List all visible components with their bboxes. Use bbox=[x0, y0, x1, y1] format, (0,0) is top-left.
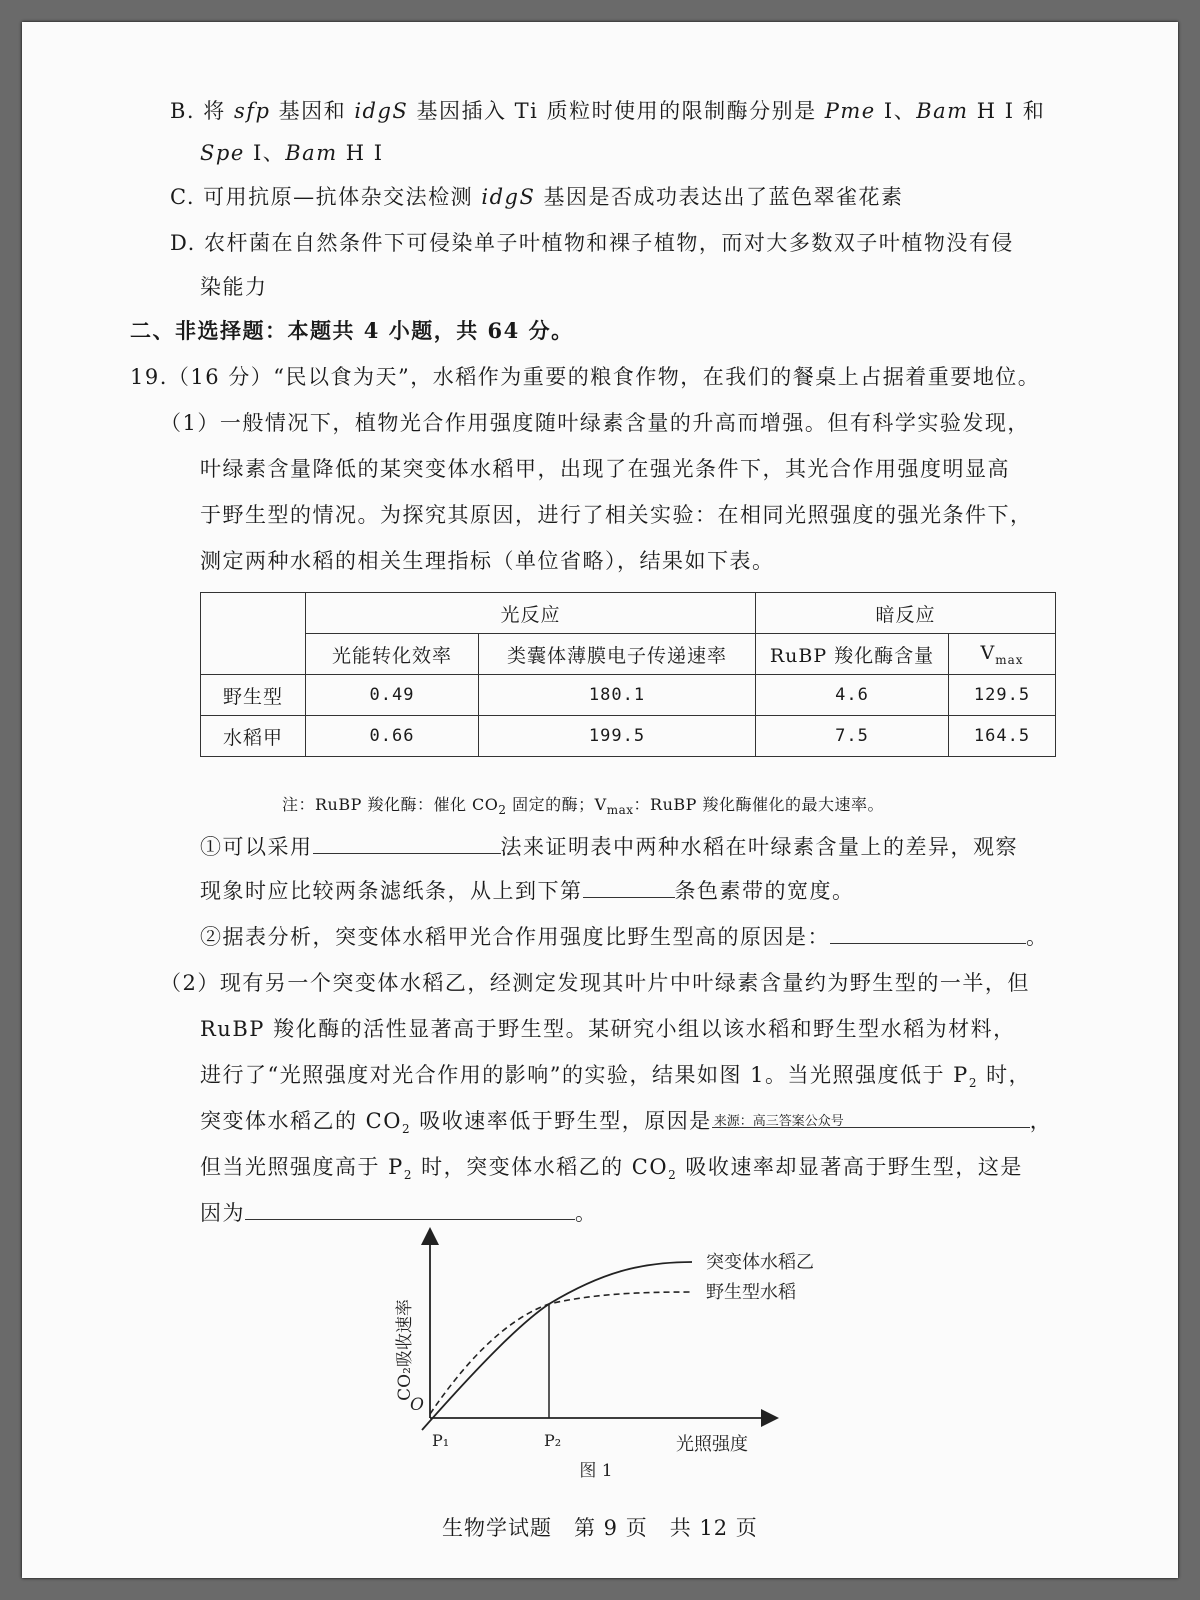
option-b-line1: B. 将 sfp 基因和 idgS 基因插入 Ti 质粒时使用的限制酶分别是 Pme Ⅰ、Bam H Ⅰ 和 bbox=[170, 99, 1046, 123]
col-light-efficiency: 光能转化效率 bbox=[306, 634, 479, 675]
col-vmax: $V_{max}$ bbox=[949, 634, 1056, 675]
subq1-line2: 现象时应比较两条滤纸条，从上到下第 条色素带的宽度。 bbox=[200, 879, 855, 903]
p2-label: P₂ bbox=[544, 1431, 562, 1450]
col-rubp-content: RuBP 羧化酶含量 bbox=[756, 634, 949, 675]
table-cell: 4.6 bbox=[756, 675, 949, 716]
table-cell: 180.1 bbox=[479, 675, 756, 716]
subq2-line: ②据表分析，突变体水稻甲光合作用强度比野生型高的原因是： 。 bbox=[200, 925, 1049, 949]
option-b-line2: Spe Ⅰ、Bam H Ⅰ bbox=[200, 141, 384, 165]
section-heading: 二、非选择题：本题共 4 小题，共 64 分。 bbox=[130, 318, 574, 343]
answer-blank[interactable] bbox=[712, 1109, 1030, 1128]
q19-p2-line1: （2）现有另一个突变体水稻乙，经测定发现其叶片中叶绿素含量约为野生型的一半，但 bbox=[160, 971, 1030, 995]
option-d-line1: D. 农杆菌在自然条件下可侵染单子叶植物和裸子植物，而对大多数双子叶植物没有侵 bbox=[170, 231, 1014, 255]
q19-p2-line6: 因为 。 bbox=[200, 1201, 598, 1225]
table-cell: 0.49 bbox=[306, 675, 479, 716]
q19-p2-line2: RuBP 羧化酶的活性显著高于野生型。某研究小组以该水稻和野生型水稻为材料， bbox=[200, 1017, 1016, 1041]
row-label: 水稻甲 bbox=[201, 716, 306, 757]
origin-label: O bbox=[410, 1395, 424, 1415]
wild-type-curve bbox=[430, 1292, 692, 1414]
page-footer: 生物学试题 第 9 页 共 12 页 bbox=[442, 1516, 758, 1540]
option-c: C. 可用抗原—抗体杂交法检测 idgS 基因是否成功表达出了蓝色翠雀花素 bbox=[170, 185, 904, 209]
group-dark-reaction: 暗反应 bbox=[756, 593, 1056, 634]
q19-intro: 19.（16 分）“民以食为天”，水稻作为重要的粮食作物，在我们的餐桌上占据着重要地位。 bbox=[130, 365, 1041, 389]
table-cell: 0.66 bbox=[306, 716, 479, 757]
table-corner bbox=[201, 593, 306, 675]
wild-type-legend: 野生型水稻 bbox=[706, 1282, 796, 1303]
table-cell: 199.5 bbox=[479, 716, 756, 757]
x-axis-label: 光照强度 bbox=[676, 1434, 748, 1455]
answer-blank[interactable] bbox=[245, 1201, 575, 1220]
results-table bbox=[200, 592, 1056, 757]
q19-p1-line3: 于野生型的情况。为探究其原因，进行了相关实验：在相同光照强度的强光条件下， bbox=[200, 503, 1033, 527]
table-cell: 164.5 bbox=[949, 716, 1056, 757]
q19-p2-line3: 进行了“光照强度对光合作用的影响”的实验，结果如图 1。当光照强度低于 $P_2$ 时， bbox=[200, 1063, 1032, 1091]
row-label: 野生型 bbox=[201, 675, 306, 716]
col-electron-transport: 类囊体薄膜电子传递速率 bbox=[479, 634, 756, 675]
answer-blank[interactable] bbox=[313, 835, 501, 854]
answer-blank[interactable] bbox=[830, 925, 1026, 944]
table-row bbox=[201, 675, 1056, 716]
figure-1 bbox=[372, 1222, 832, 1482]
watermark-text: 来源：高三答案公众号 bbox=[713, 1114, 844, 1129]
table-note: 注：RuBP 羧化酶：催化 $CO_2$ 固定的酶；$V_{max}$：RuBP 羧化酶催化的最大速率。 bbox=[282, 795, 884, 818]
table-cell: 129.5 bbox=[949, 675, 1056, 716]
subq1-line1: ①可以采用 法来证明表中两种水稻在叶绿素含量上的差异，观察 bbox=[200, 835, 1018, 859]
mutant-curve bbox=[422, 1262, 692, 1430]
q19-p1-line4: 测定两种水稻的相关生理指标（单位省略），结果如下表。 bbox=[200, 549, 775, 573]
q19-p2-line4: 突变体水稻乙的 $CO_2$ 吸收速率低于野生型，原因是 来源：高三答案公众号 ， bbox=[200, 1109, 1053, 1137]
group-light-reaction: 光反应 bbox=[306, 593, 756, 634]
q19-p2-line5: 但当光照强度高于 $P_2$ 时，突变体水稻乙的 $CO_2$ 吸收速率却显著高于野生型，这是 bbox=[200, 1155, 1023, 1183]
option-d-line2: 染能力 bbox=[200, 275, 268, 299]
exam-page bbox=[22, 22, 1178, 1578]
table-row bbox=[201, 716, 1056, 757]
p1-label: P₁ bbox=[432, 1431, 450, 1450]
mutant-legend: 突变体水稻乙 bbox=[706, 1252, 814, 1273]
figure-caption: 图 1 bbox=[579, 1461, 613, 1481]
table-cell: 7.5 bbox=[756, 716, 949, 757]
answer-blank[interactable] bbox=[583, 879, 675, 898]
y-axis-label: CO₂吸收速率 bbox=[395, 1299, 415, 1401]
q19-p1-line1: （1）一般情况下，植物光合作用强度随叶绿素含量的升高而增强。但有科学实验发现， bbox=[160, 411, 1030, 435]
q19-p1-line2: 叶绿素含量降低的某突变体水稻甲，出现了在强光条件下，其光合作用强度明显高 bbox=[200, 457, 1010, 481]
